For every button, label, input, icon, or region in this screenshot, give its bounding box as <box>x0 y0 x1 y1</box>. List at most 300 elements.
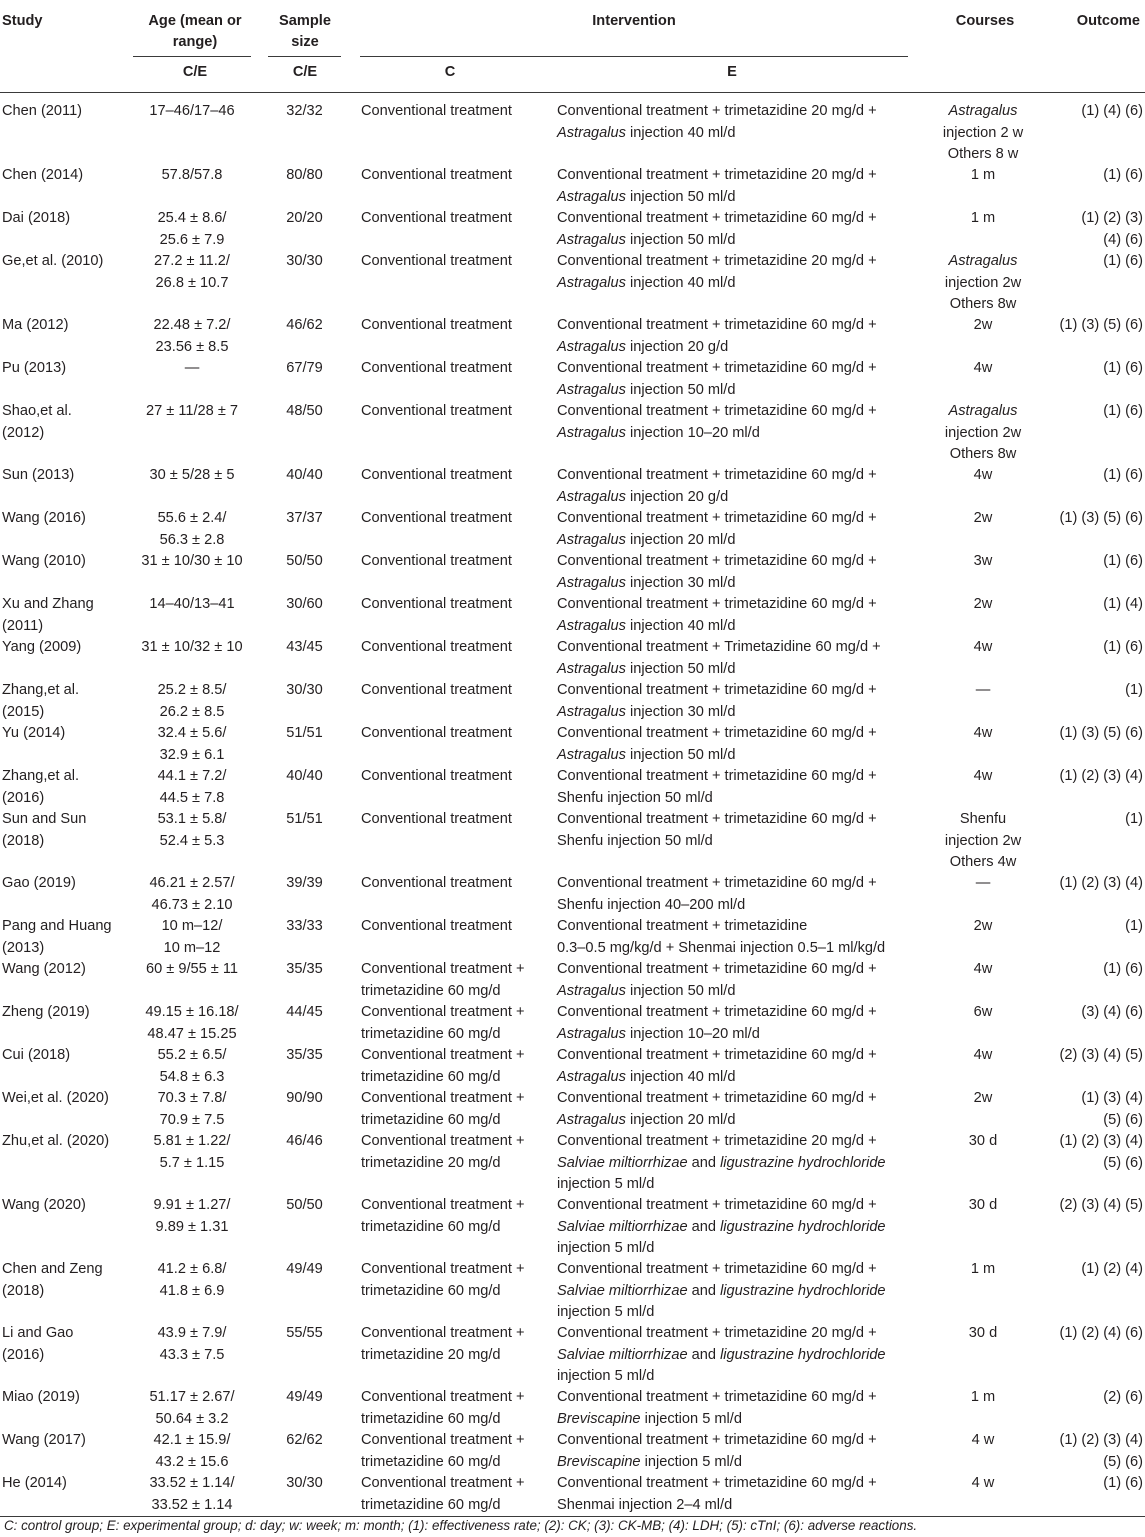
outcome-cell: (1) <box>1125 682 1143 698</box>
c-cell: trimetazidine 60 mg/d <box>361 1025 501 1042</box>
courses-cell-line <box>928 101 1038 123</box>
outcome-cell: (1) (3) (4) <box>1081 1090 1143 1106</box>
outcome-cell: (2) (6) <box>1103 1389 1143 1405</box>
sample-cell: 30/30 <box>286 253 323 269</box>
e-italic-text: Astragalus <box>557 231 626 248</box>
e-cell-line <box>557 315 917 337</box>
study-cell: (2018) <box>2 832 45 849</box>
e-cell-line <box>557 745 917 767</box>
courses-cell-line <box>928 680 1038 702</box>
age-cell: 25.2 ± 8.5/ <box>157 682 227 698</box>
c-cell: trimetazidine 20 mg/d <box>361 1346 501 1363</box>
e-text: Conventional treatment + trimetazidine 20 mg/d + <box>557 253 877 269</box>
courses-cell-line <box>928 831 1038 853</box>
sample-cell: 50/50 <box>286 553 323 569</box>
outcome-cell: (1) (2) (3) (4) <box>1059 1133 1143 1149</box>
e-text: injection 5 ml/d <box>557 1304 655 1320</box>
e-italic-text: Astragalus <box>557 660 626 677</box>
e-text: Conventional treatment + trimetazidine 20 mg/d + <box>557 103 877 119</box>
study-cell: (2012) <box>2 424 45 441</box>
courses-text: 1 m <box>970 167 996 183</box>
study-cell: (2018) <box>2 1282 45 1299</box>
sample-cell: 48/50 <box>286 403 323 419</box>
courses-cell-line <box>928 208 1038 230</box>
e-cell-line <box>557 723 917 745</box>
age-cell: 50.64 ± 3.2 <box>155 1410 229 1427</box>
study-cell: Zhu,et al. (2020) <box>2 1133 110 1149</box>
header-intervention-c: C <box>444 64 456 80</box>
age-cell: 27 ± 11/28 ± 7 <box>145 403 239 419</box>
e-text: Conventional treatment + trimetazidine 60 mg/d + <box>557 467 877 483</box>
sample-cell: 30/30 <box>286 682 323 698</box>
e-text: Shenfu injection 50 ml/d <box>557 832 713 849</box>
sample-cell: 35/35 <box>286 961 323 977</box>
e-italic-text: Astragalus <box>557 703 626 720</box>
e-text: injection 40 ml/d <box>625 124 736 141</box>
age-cell: 70.9 ± 7.5 <box>159 1111 225 1128</box>
c-cell: Conventional treatment + <box>361 1047 525 1063</box>
rule-sample <box>268 56 341 57</box>
e-italic-text: Astragalus <box>557 188 626 205</box>
e-text: Conventional treatment + trimetazidine 60 mg/d + <box>557 317 877 333</box>
sample-cell: 62/62 <box>286 1432 323 1448</box>
e-cell-line <box>557 273 917 295</box>
e-text: Conventional treatment + trimetazidine 60 mg/d + <box>557 961 877 977</box>
e-cell-line <box>557 1131 917 1153</box>
e-cell-line <box>557 594 917 616</box>
sample-cell: 39/39 <box>286 875 323 891</box>
e-text: Conventional treatment + trimetazidine 60 mg/d + <box>557 875 877 891</box>
age-cell: 70.3 ± 7.8/ <box>157 1090 227 1106</box>
age-cell: 57.8/57.8 <box>161 167 223 183</box>
e-text: injection 20 g/d <box>625 338 729 355</box>
e-cell-line <box>557 251 917 273</box>
e-cell-line <box>557 1430 917 1452</box>
header-intervention-e: E <box>727 64 737 80</box>
e-cell-line <box>557 230 917 252</box>
courses-cell-line <box>928 959 1038 981</box>
courses-text: 2w <box>973 1090 993 1106</box>
age-cell: 25.4 ± 8.6/ <box>157 210 227 226</box>
header-age: Age (mean or range) <box>148 13 242 50</box>
courses-text: 4w <box>973 961 993 977</box>
outcome-cell: (1) (6) <box>1103 360 1143 376</box>
header-sample-size: Sample size <box>279 13 331 50</box>
age-cell: 26.8 ± 10.7 <box>155 274 229 291</box>
study-cell: Pu (2013) <box>2 360 67 376</box>
header-study: Study <box>2 13 43 29</box>
courses-cell-line <box>928 766 1038 788</box>
e-text: injection 5 ml/d <box>557 1176 655 1192</box>
courses-text: Others 4w <box>949 854 1017 870</box>
courses-cell-line <box>928 1088 1038 1110</box>
age-cell: 14–40/13–41 <box>149 596 235 612</box>
sample-cell: 40/40 <box>286 768 323 784</box>
study-cell: Wang (2016) <box>2 510 86 526</box>
outcome-cell: (1) (2) (3) (4) <box>1059 875 1143 891</box>
e-text: injection 40 ml/d <box>625 274 736 291</box>
outcome-cell: (1) <box>1125 811 1143 827</box>
study-cell: Cui (2018) <box>2 1047 71 1063</box>
e-cell-line <box>557 1409 917 1431</box>
e-italic-text: Breviscapine <box>557 1453 641 1470</box>
header-intervention: Intervention <box>592 13 676 29</box>
courses-cell-line <box>928 1430 1038 1452</box>
c-cell: Conventional treatment + <box>361 1325 525 1341</box>
age-cell: 5.81 ± 1.22/ <box>153 1133 231 1149</box>
outcome-cell: (1) (6) <box>1103 553 1143 569</box>
e-text: Conventional treatment + trimetazidine 60 mg/d + <box>557 596 877 612</box>
c-cell: Conventional treatment <box>361 403 512 419</box>
e-cell-line <box>557 1495 917 1517</box>
courses-cell-line <box>928 508 1038 530</box>
c-cell: Conventional treatment + <box>361 1432 525 1448</box>
courses-cell-line <box>928 1195 1038 1217</box>
e-cell-line <box>557 659 917 681</box>
courses-text: 4w <box>973 467 993 483</box>
courses-text: 4w <box>973 768 993 784</box>
outcome-cell: (1) (3) (5) (6) <box>1059 317 1143 333</box>
e-cell-line <box>557 1302 917 1324</box>
c-cell: trimetazidine 60 mg/d <box>361 1218 501 1235</box>
study-cell: Chen (2014) <box>2 167 84 183</box>
age-cell: 32.9 ± 6.1 <box>159 746 225 763</box>
e-text: injection 20 ml/d <box>625 531 736 548</box>
e-cell-line <box>557 551 917 573</box>
courses-cell-line <box>928 401 1038 423</box>
e-italic-text: Salviae miltiorrhizae <box>557 1282 688 1299</box>
courses-text: injection 2 w <box>942 124 1024 141</box>
e-cell-line <box>557 1323 917 1345</box>
c-cell: Conventional treatment <box>361 553 512 569</box>
study-cell: Wang (2017) <box>2 1432 86 1448</box>
e-text: injection 50 ml/d <box>625 231 736 248</box>
c-cell: Conventional treatment + <box>361 1389 525 1405</box>
e-cell-line <box>557 809 917 831</box>
age-cell: 9.91 ± 1.27/ <box>153 1197 231 1213</box>
e-italic-text: Salviae miltiorrhizae <box>557 1218 688 1235</box>
c-cell: Conventional treatment <box>361 510 512 526</box>
c-cell: Conventional treatment <box>361 467 512 483</box>
courses-text: 1 m <box>970 210 996 226</box>
courses-text: 1 m <box>970 1389 996 1405</box>
sample-cell: 40/40 <box>286 467 323 483</box>
courses-text: — <box>975 682 991 698</box>
age-cell: 43.3 ± 7.5 <box>159 1346 225 1363</box>
c-cell: Conventional treatment + <box>361 1475 525 1491</box>
study-cell: Zhang,et al. <box>2 768 80 784</box>
e-cell-line <box>557 616 917 638</box>
e-cell-line <box>557 831 917 853</box>
outcome-cell: (4) (6) <box>1103 231 1143 248</box>
outcome-cell: (2) (3) (4) (5) <box>1059 1047 1143 1063</box>
study-cell: (2016) <box>2 789 45 806</box>
sample-cell: 51/51 <box>286 811 323 827</box>
e-cell-line <box>557 101 917 123</box>
sample-cell: 43/45 <box>286 639 323 655</box>
e-cell-line <box>557 1259 917 1281</box>
age-cell: 30 ± 5/28 ± 5 <box>149 467 235 483</box>
e-cell-line <box>557 1067 917 1089</box>
e-text: Conventional treatment + trimetazidine 60 mg/d + <box>557 210 877 226</box>
courses-cell-line <box>928 423 1038 445</box>
sample-cell: 80/80 <box>286 167 323 183</box>
e-cell-line <box>557 1452 917 1474</box>
e-cell-line <box>557 766 917 788</box>
e-text: Conventional treatment + trimetazidine 60 mg/d + <box>557 1432 877 1448</box>
e-text: Conventional treatment + trimetazidine 60 mg/d + <box>557 1261 877 1277</box>
sample-cell: 67/79 <box>286 360 323 376</box>
e-text: Conventional treatment + trimetazidine 20 mg/d + <box>557 167 877 183</box>
study-cell: Li and Gao <box>2 1325 74 1341</box>
age-cell: 49.15 ± 16.18/ <box>145 1004 239 1020</box>
e-cell-line <box>557 1088 917 1110</box>
e-cell-line <box>557 1024 917 1046</box>
e-cell-line <box>557 1387 917 1409</box>
study-cell: (2013) <box>2 939 45 956</box>
e-text: 0.3–0.5 mg/kg/d + Shenmai injection 0.5–1 ml/kg/d <box>557 939 886 956</box>
courses-cell-line <box>928 1323 1038 1345</box>
courses-cell-line <box>928 852 1038 874</box>
courses-cell-line <box>928 273 1038 295</box>
study-cell: (2015) <box>2 703 45 720</box>
e-text: Conventional treatment + trimetazidine 60 mg/d + <box>557 768 877 784</box>
study-cell: Yu (2014) <box>2 725 66 741</box>
age-cell: 25.6 ± 7.9 <box>159 231 225 248</box>
courses-text: 4 w <box>971 1475 995 1491</box>
e-italic-text: Astragalus <box>557 124 626 141</box>
e-cell-line <box>557 680 917 702</box>
courses-cell-line <box>928 916 1038 938</box>
courses-cell-line <box>928 1473 1038 1495</box>
e-text: Conventional treatment + trimetazidine 60 mg/d + <box>557 811 877 827</box>
e-italic-text: Salviae miltiorrhizae <box>557 1346 688 1363</box>
e-text: Conventional treatment + trimetazidine 60 mg/d + <box>557 510 877 526</box>
e-cell-line <box>557 1045 917 1067</box>
courses-text: 4w <box>973 639 993 655</box>
outcome-cell: (1) (6) <box>1103 403 1143 419</box>
age-cell: 44.5 ± 7.8 <box>159 789 225 806</box>
c-cell: Conventional treatment <box>361 317 512 333</box>
outcome-cell: (1) <box>1125 918 1143 934</box>
age-cell: 46.73 ± 2.10 <box>151 896 233 913</box>
outcome-cell: (5) (6) <box>1103 1111 1143 1128</box>
age-cell: 5.7 ± 1.15 <box>159 1154 225 1171</box>
c-cell: Conventional treatment <box>361 725 512 741</box>
age-cell: 44.1 ± 7.2/ <box>157 768 227 784</box>
c-cell: trimetazidine 60 mg/d <box>361 1410 501 1427</box>
courses-cell-line <box>928 551 1038 573</box>
e-italic-text: Astragalus <box>557 1068 626 1085</box>
e-text: injection 5 ml/d <box>640 1410 742 1427</box>
e-cell-line <box>557 487 917 509</box>
c-cell: trimetazidine 60 mg/d <box>361 1111 501 1128</box>
outcome-cell: (1) (6) <box>1103 167 1143 183</box>
e-cell-line <box>557 959 917 981</box>
e-text: injection 50 ml/d <box>625 746 736 763</box>
e-cell-line <box>557 208 917 230</box>
study-cell: He (2014) <box>2 1475 67 1491</box>
c-cell: Conventional treatment <box>361 360 512 376</box>
c-cell: Conventional treatment + <box>361 1090 525 1106</box>
courses-cell-line <box>928 1002 1038 1024</box>
e-text: Conventional treatment + trimetazidine 60 mg/d + <box>557 1090 877 1106</box>
sample-cell: 20/20 <box>286 210 323 226</box>
courses-text: 2w <box>973 510 993 526</box>
courses-text: 30 d <box>968 1197 998 1213</box>
age-cell: 48.47 ± 15.25 <box>147 1025 237 1042</box>
age-cell: 41.2 ± 6.8/ <box>157 1261 227 1277</box>
age-cell: 22.48 ± 7.2/ <box>153 317 231 333</box>
e-text: Conventional treatment + trimetazidine 60 mg/d + <box>557 1389 877 1405</box>
e-text: Conventional treatment + trimetazidine 60 mg/d + <box>557 403 877 419</box>
study-cell: Wang (2010) <box>2 553 86 569</box>
e-text: Shenfu injection 40–200 ml/d <box>557 896 746 913</box>
e-italic-text: ligustrazine hydrochloride <box>720 1346 886 1363</box>
e-text: injection 5 ml/d <box>557 1240 655 1256</box>
c-cell: Conventional treatment <box>361 918 512 934</box>
courses-cell-line <box>928 294 1038 316</box>
age-cell: 53.1 ± 5.8/ <box>157 811 227 827</box>
e-cell-line <box>557 637 917 659</box>
e-italic-text: Breviscapine <box>557 1410 641 1427</box>
e-text: Conventional treatment + trimetazidine 60 mg/d + <box>557 553 877 569</box>
study-cell: Dai (2018) <box>2 210 71 226</box>
study-cell: Wang (2012) <box>2 961 86 977</box>
e-text: Conventional treatment + trimetazidine 60 mg/d + <box>557 682 877 698</box>
c-cell: Conventional treatment <box>361 596 512 612</box>
study-cell: Ma (2012) <box>2 317 69 333</box>
header-age-sub: C/E <box>182 64 208 80</box>
outcome-cell: (1) (6) <box>1103 639 1143 655</box>
e-cell-line <box>557 1002 917 1024</box>
courses-text: Others 8w <box>949 446 1017 462</box>
e-cell-line <box>557 508 917 530</box>
courses-text: — <box>975 875 991 891</box>
outcome-cell: (1) (2) (4) (6) <box>1059 1325 1143 1341</box>
outcome-cell: (1) (2) (4) <box>1081 1261 1143 1277</box>
courses-cell-line <box>928 358 1038 380</box>
e-italic-text: ligustrazine hydrochloride <box>720 1282 886 1299</box>
courses-cell-line <box>928 637 1038 659</box>
age-cell: 31 ± 10/30 ± 10 <box>141 553 243 569</box>
e-text: Conventional treatment + trimetazidine 60 mg/d + <box>557 1197 877 1213</box>
e-text: injection 10–20 ml/d <box>625 1025 760 1042</box>
e-cell-line <box>557 187 917 209</box>
c-cell: Conventional treatment + <box>361 1133 525 1149</box>
age-cell: 42.1 ± 15.9/ <box>153 1432 231 1448</box>
e-text: injection 40 ml/d <box>625 1068 736 1085</box>
courses-text: 2w <box>973 918 993 934</box>
header-sample-sub: C/E <box>292 64 318 80</box>
age-cell: 27.2 ± 11.2/ <box>154 253 230 269</box>
c-cell: trimetazidine 60 mg/d <box>361 982 501 999</box>
age-cell: 10 m–12/ <box>161 918 223 934</box>
courses-text: 2w <box>973 596 993 612</box>
outcome-cell: (1) (6) <box>1103 253 1143 269</box>
e-cell-line <box>557 337 917 359</box>
e-text: Shenmai injection 2–4 ml/d <box>557 1496 733 1513</box>
age-cell: — <box>184 360 200 376</box>
e-text: and <box>687 1154 721 1171</box>
e-text: injection 30 ml/d <box>625 703 736 720</box>
sample-cell: 50/50 <box>286 1197 323 1213</box>
courses-text: Shenfu <box>959 811 1007 827</box>
study-cell: Chen and Zeng <box>2 1261 103 1277</box>
c-cell: Conventional treatment + <box>361 961 525 977</box>
age-cell: 17–46/17–46 <box>149 103 235 119</box>
courses-text: 3w <box>973 553 993 569</box>
study-cell: Xu and Zhang <box>2 596 94 612</box>
e-cell-line <box>557 423 917 445</box>
age-cell: 51.17 ± 2.67/ <box>149 1389 235 1405</box>
e-cell-line <box>557 1153 917 1175</box>
outcome-cell: (1) (4) <box>1103 596 1143 612</box>
c-cell: Conventional treatment <box>361 682 512 698</box>
e-cell-line <box>557 358 917 380</box>
courses-text: 4w <box>973 360 993 376</box>
courses-italic-text: Astragalus <box>948 403 1018 419</box>
courses-text: injection 2w <box>944 424 1022 441</box>
c-cell: Conventional treatment <box>361 811 512 827</box>
courses-cell-line <box>928 1259 1038 1281</box>
e-text: and <box>687 1346 721 1363</box>
outcome-cell: (1) (2) (3) (4) <box>1059 768 1143 784</box>
age-cell: 54.8 ± 6.3 <box>159 1068 225 1085</box>
e-cell-line <box>557 573 917 595</box>
courses-cell-line <box>928 165 1038 187</box>
c-cell: Conventional treatment <box>361 875 512 891</box>
e-text: Conventional treatment + trimetazidine 20 mg/d + <box>557 1133 877 1149</box>
courses-cell-line <box>928 251 1038 273</box>
header-bottom-rule <box>0 92 1145 93</box>
e-cell-line <box>557 1366 917 1388</box>
e-text: Conventional treatment + trimetazidine 60 mg/d + <box>557 360 877 376</box>
e-cell-line <box>557 465 917 487</box>
c-cell: Conventional treatment + <box>361 1261 525 1277</box>
e-text: Shenfu injection 50 ml/d <box>557 789 713 806</box>
outcome-cell: (1) (6) <box>1103 467 1143 483</box>
e-italic-text: Astragalus <box>557 274 626 291</box>
e-text: injection 50 ml/d <box>625 982 736 999</box>
e-cell-line <box>557 123 917 145</box>
courses-italic-text: Astragalus <box>948 103 1018 119</box>
study-cell: Sun and Sun <box>2 811 87 827</box>
courses-cell-line <box>928 444 1038 466</box>
courses-text: Others 8 w <box>947 146 1019 162</box>
e-italic-text: Astragalus <box>557 746 626 763</box>
courses-cell-line <box>928 873 1038 895</box>
study-cell: Zhang,et al. <box>2 682 80 698</box>
e-cell-line <box>557 380 917 402</box>
e-text: Conventional treatment + trimetazidine 20 mg/d + <box>557 1325 877 1341</box>
sample-cell: 90/90 <box>286 1090 323 1106</box>
courses-text: 2w <box>973 317 993 333</box>
header-outcome: Outcome <box>1076 13 1140 29</box>
outcome-cell: (1) (2) (3) <box>1081 210 1143 226</box>
study-cell: Wang (2020) <box>2 1197 86 1213</box>
e-cell-line <box>557 1345 917 1367</box>
courses-italic-text: Astragalus <box>948 253 1018 269</box>
e-text: and <box>687 1218 721 1235</box>
courses-cell-line <box>928 123 1038 145</box>
e-text: injection 40 ml/d <box>625 617 736 634</box>
e-text: injection 20 ml/d <box>625 1111 736 1128</box>
outcome-cell: (5) (6) <box>1103 1154 1143 1171</box>
study-cell: Shao,et al. <box>2 403 72 419</box>
sample-cell: 35/35 <box>286 1047 323 1063</box>
e-italic-text: ligustrazine hydrochloride <box>720 1154 886 1171</box>
